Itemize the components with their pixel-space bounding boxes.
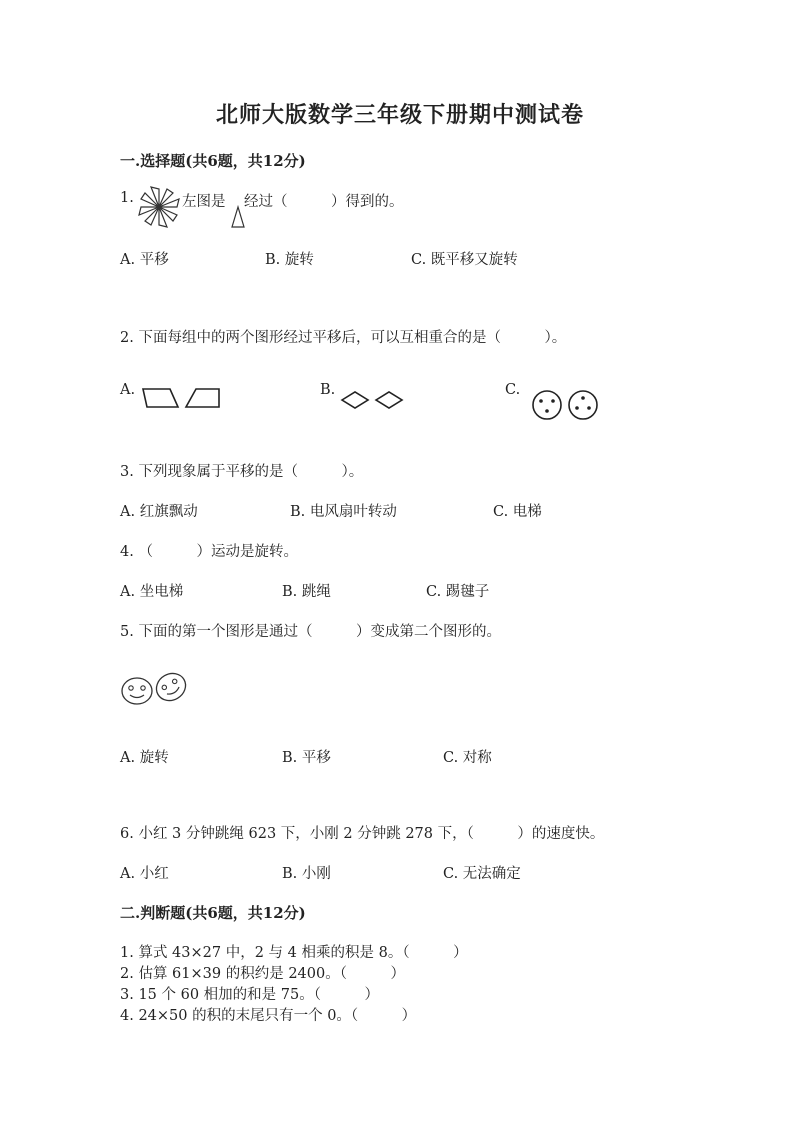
q1-option-c[interactable]: C. 既平移又旋转 — [411, 252, 518, 268]
q3-option-a[interactable]: A. 红旗飘动 — [120, 504, 198, 520]
q5-option-a[interactable]: A. 旋转 — [120, 750, 169, 766]
q4-option-c[interactable]: C. 踢毽子 — [426, 584, 490, 600]
q5-text: 5. 下面的第一个图形是通过（ ）变成第二个图形的。 — [120, 624, 501, 640]
q2-option-b[interactable]: B. — [320, 382, 336, 398]
section-heading-judgement: 二.判断题(共6题，共12分) — [120, 904, 306, 922]
q2-text: 2. 下面每组中的两个图形经过平移后，可以互相重合的是（ ）。 — [120, 330, 567, 346]
page-title: 北师大版数学三年级下册期中测试卷 — [215, 102, 584, 128]
q4-text: 4. （ ）运动是旋转。 — [120, 544, 298, 560]
judgement-item-4: 4. 24×50 的积的末尾只有一个 0。（ ） — [120, 1008, 417, 1024]
q4-option-b[interactable]: B. 跳绳 — [282, 584, 331, 600]
pinwheel-icon — [137, 185, 181, 229]
judgement-item-3: 3. 15 个 60 相加的和是 75。（ ） — [120, 987, 379, 1003]
dotted-circle-pair-icon — [530, 390, 602, 420]
q6-text: 6. 小红 3 分钟跳绳 623 下，小刚 2 分钟跳 278 下，（ ）的速度快。 — [120, 826, 605, 842]
q5-option-b[interactable]: B. 平移 — [282, 750, 331, 766]
q1-number: 1. — [120, 190, 134, 206]
q3-option-b[interactable]: B. 电风扇叶转动 — [290, 504, 397, 520]
q3-option-c[interactable]: C. 电梯 — [493, 504, 542, 520]
tilted-smiley-face-icon — [154, 672, 188, 702]
q6-option-a[interactable]: A. 小红 — [120, 866, 169, 882]
q6-option-c[interactable]: C. 无法确定 — [443, 866, 521, 882]
rhombus-pair-icon — [340, 390, 406, 410]
smiley-face-icon — [120, 676, 154, 706]
q2-option-c[interactable]: C. — [505, 382, 521, 398]
q1-option-b[interactable]: B. 旋转 — [265, 252, 314, 268]
q3-text: 3. 下列现象属于平移的是（ ）。 — [120, 464, 364, 480]
section-heading-choice: 一.选择题(共6题，共12分) — [120, 152, 306, 170]
parallelogram-pair-icon — [140, 387, 222, 409]
judgement-item-1: 1. 算式 43×27 中，2 与 4 相乘的积是 8。（ ） — [120, 945, 468, 961]
q1-option-a[interactable]: A. 平移 — [120, 252, 169, 268]
q6-option-b[interactable]: B. 小刚 — [282, 866, 331, 882]
q1-text-a: 左图是 — [182, 194, 226, 210]
q4-option-a[interactable]: A. 坐电梯 — [120, 584, 184, 600]
q5-option-c[interactable]: C. 对称 — [443, 750, 492, 766]
q2-option-a[interactable]: A. — [120, 382, 136, 398]
judgement-item-2: 2. 估算 61×39 的积约是 2400。（ ） — [120, 966, 405, 982]
q1-text-b: 经过（ ）得到的。 — [244, 194, 404, 210]
